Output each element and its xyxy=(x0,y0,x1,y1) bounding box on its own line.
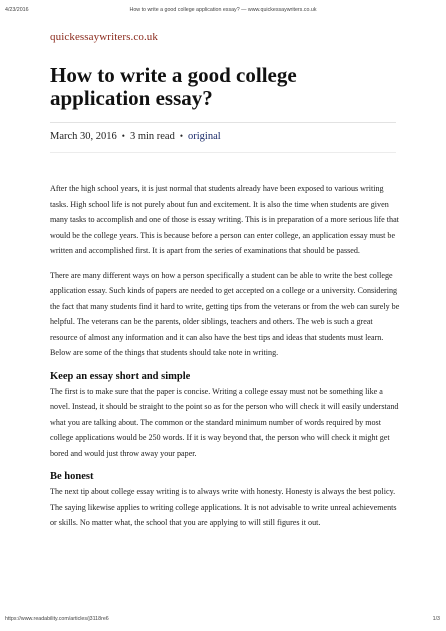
paragraph: The next tip about college essay writing is to always write with honesty. Honesty is always the best policy. The saying likewise applies to writing college applications. It is not advisable to write unreal achievements or skills. No matter what, the school that you are applying to will still figures it out. xyxy=(50,487,397,527)
meta-separator: • xyxy=(179,131,183,141)
paragraph: The first is to make sure that the paper is concise. Writing a college essay must not be something like a novel. Instead, it should be straight to the point so as for the person who will check it will easily understand what you are talking about. The common or the standard minimum number of words required by most college applications would be 250 words. If it is way beyond that, the person who will check it might get bored and would just throw away your paper. xyxy=(50,386,399,458)
print-url: https://www.readability.com/articles/j3118re6 xyxy=(5,616,109,622)
article-title: How to write a good college application essay? xyxy=(50,63,297,110)
divider xyxy=(50,152,396,153)
section-heading: Keep an essay short and simple xyxy=(50,370,191,382)
divider xyxy=(50,122,396,123)
read-time: 3 min read xyxy=(129,131,175,142)
article-meta xyxy=(50,131,221,142)
section-heading: Be honest xyxy=(50,471,94,482)
paragraph: There are many different ways on how a person specifically a student can be able to write the best college application essay. Such kinds of papers are needed to get accepted on a college or a university. Considering the fact that many students find it hard to write, getting tips from the veterans or from the web can surely be helpful. The veterans can be the parents, older siblings, teachers and others. The web is such a great resource of almost any information and it can also have the best tips and ideas that students must learn. Below are some of the things that students should take note in writing. xyxy=(50,270,400,357)
meta-separator: • xyxy=(121,131,125,141)
print-date: 4/23/2016 xyxy=(5,7,29,13)
article-body xyxy=(50,181,400,540)
page-number: 1/3 xyxy=(432,616,440,622)
paragraph: After the high school years, it is just normal that students already have been exposed to various writing tasks. High school life is not purely about fun and excitement. It is also the time when students are given many tasks to accomplish and one of those is essay writing. This is in preparation of a more serious life that would be the college years. This is because before a person can enter college, an application essay must be written and accomplished first. It is apart from the series of examinations that should be passed. xyxy=(50,184,399,255)
article-date: March 30, 2016 xyxy=(50,131,117,142)
original-link[interactable]: original xyxy=(188,131,221,142)
site-name-link[interactable]: quickessaywriters.co.uk xyxy=(50,31,158,43)
print-page-title: How to write a good college application essay? — www.quickessaywriters.co.uk xyxy=(129,7,317,13)
